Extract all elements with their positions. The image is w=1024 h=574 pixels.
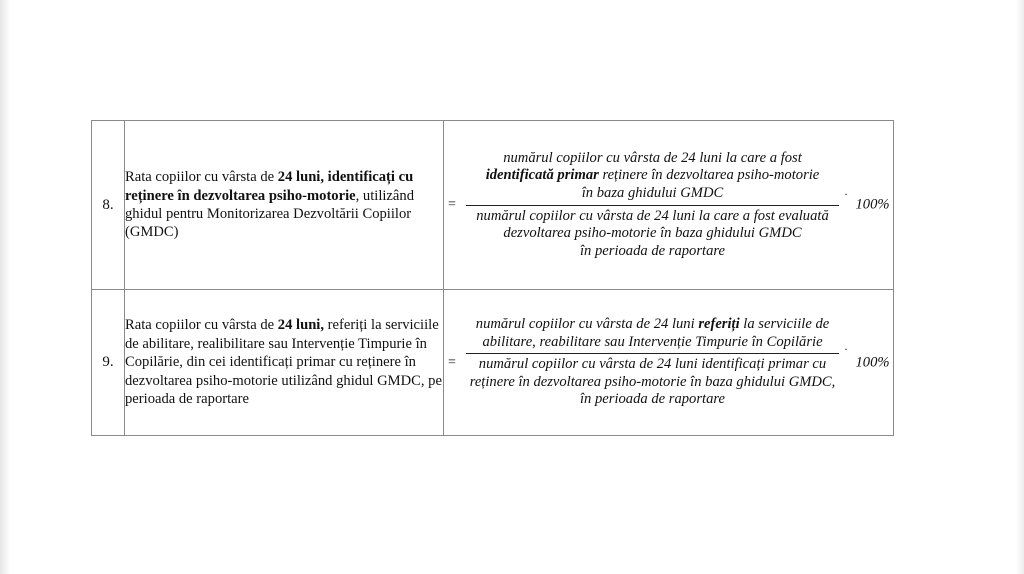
fraction xyxy=(466,290,839,435)
indicator-description xyxy=(125,121,444,290)
desc-bold: 24 luni, identificați cu reținere în dezvoltarea psiho-motorie xyxy=(125,169,414,204)
fraction-bar xyxy=(466,205,839,206)
page-shadow-right xyxy=(1016,0,1024,574)
percent-value: 100% xyxy=(855,354,890,370)
fraction xyxy=(466,121,839,289)
desc-text: , utilizând ghidul pentru Monitorizarea Dezvoltării Copiilor (GMDC) xyxy=(125,187,414,241)
formula-cell xyxy=(444,290,894,436)
multiply-dot: · xyxy=(844,187,848,201)
numerator-bold: referiți xyxy=(698,316,740,333)
denominator: numărul copiilor cu vârsta de 24 luni identificați primar cu reținere în dezvoltarea psiho-motorie în baza ghidului GMDC, în perioada de raportare xyxy=(469,356,836,408)
desc-text: Rata copiilor cu vârsta de xyxy=(125,169,278,186)
equals-sign: = xyxy=(448,197,456,212)
fraction-bar xyxy=(466,353,839,354)
desc-text: referiți la serviciile de abilitare, realibilitare sau Intervenție Timpurie în Copilărie, din cei identificați primar cu reținere în dezvoltarea psiho-motorie utilizând ghidul GMDC, pe perioada de raportare xyxy=(125,317,442,408)
row-number: 9. xyxy=(92,290,125,436)
desc-text: Rata copiilor cu vârsta de xyxy=(125,317,278,334)
indicator-table xyxy=(91,120,894,436)
equals-sign: = xyxy=(448,354,456,370)
numerator-bold: identificată primar xyxy=(485,167,599,184)
indicator-row-8 xyxy=(92,121,894,290)
indicator-row-9 xyxy=(92,290,894,436)
percent-value: 100% xyxy=(855,196,890,213)
denominator: numărul copiilor cu vârsta de 24 luni la care a fost evaluată dezvoltarea psiho-motorie în baza ghidului GMDC în perioada de raportare xyxy=(476,207,829,259)
page-shadow-left xyxy=(0,0,10,574)
multiply-dot: · xyxy=(844,342,848,356)
formula-cell xyxy=(444,121,894,290)
indicator-description xyxy=(125,290,444,436)
numerator: numărul copiilor cu vârsta de 24 luni referiți la serviciile de abilitare, reabilitare sau Intervenție Timpurie în Copilărie xyxy=(475,316,830,350)
numerator: numărul copiilor cu vârsta de 24 luni la care a fost identificată primar reținere în dezvoltarea psiho-motorie în baza ghidului GMDC xyxy=(485,149,820,201)
desc-bold: 24 luni, xyxy=(277,317,325,334)
row-number: 8. xyxy=(92,121,125,290)
